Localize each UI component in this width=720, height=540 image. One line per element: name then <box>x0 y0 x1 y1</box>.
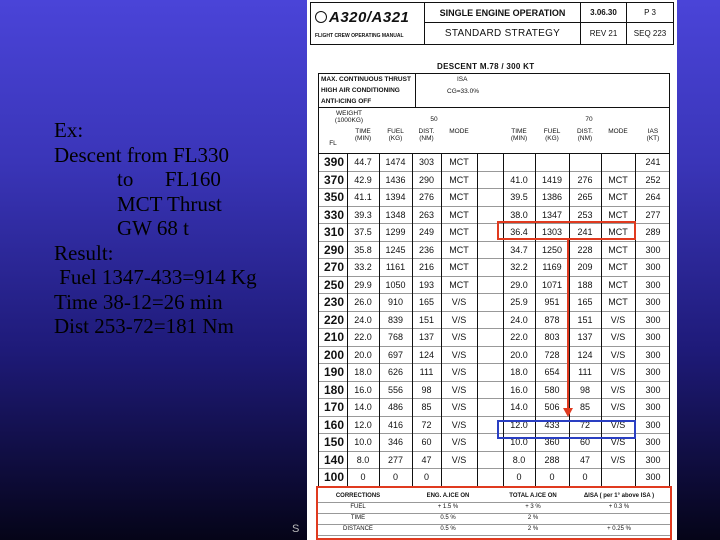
corrections-cell: 0.5 % <box>440 515 456 521</box>
table-row <box>319 277 669 295</box>
table-cell: V/S <box>451 437 467 447</box>
table-cell: 1436 <box>385 174 406 185</box>
table-cell: 1169 <box>542 262 562 272</box>
brand-cell <box>311 3 425 44</box>
table-cell: 137 <box>418 332 435 342</box>
table-cell: 300 <box>645 454 661 465</box>
table-cell: 39.5 <box>510 192 528 202</box>
grid-line <box>477 154 478 487</box>
ias-header: IAS (KT) <box>646 128 660 142</box>
table-cell: 29.9 <box>354 279 372 290</box>
table-cell: 22.0 <box>354 332 372 342</box>
table-cell: 216 <box>418 262 435 272</box>
table-cell: 60 <box>579 437 590 447</box>
table-row <box>319 224 669 242</box>
table-cell: V/S <box>610 384 626 395</box>
table-cell: 506 <box>544 402 560 412</box>
table-cell: MCT <box>449 227 469 237</box>
chapter-title: SINGLE ENGINE OPERATION <box>425 3 581 23</box>
table-cell: MCT <box>449 157 469 167</box>
table-cell: MCT <box>608 227 628 237</box>
table-row <box>319 329 669 347</box>
note-line: Time 38-12=26 min <box>54 289 223 314</box>
table-cell: 654 <box>544 367 560 377</box>
table-cell: V/S <box>451 367 467 377</box>
table-cell: 60 <box>421 437 432 447</box>
table-cell: 41.1 <box>354 192 372 202</box>
table-cell: 38.0 <box>510 209 528 220</box>
table-cell: 277 <box>645 209 661 220</box>
table-cell: 249 <box>418 227 435 237</box>
table-cell: V/S <box>610 332 626 342</box>
table-cell: 137 <box>577 332 593 342</box>
flight-level: 150 <box>323 435 345 449</box>
table-cell: MCT <box>449 279 469 290</box>
table-cell: 1161 <box>385 262 406 272</box>
corrections-row <box>318 524 670 536</box>
page-header <box>310 2 674 45</box>
corrections-cell: 2 % <box>527 515 539 521</box>
table-cell: 18.0 <box>354 367 372 377</box>
grid-line <box>535 154 536 487</box>
corrections-cell: 2 % <box>527 526 539 532</box>
table-row <box>319 399 669 417</box>
table-cell: 300 <box>645 349 661 360</box>
table-cell: 252 <box>645 174 661 185</box>
table-cell: 290 <box>418 174 435 185</box>
table-row <box>319 259 669 277</box>
table-cell: 1348 <box>385 209 406 220</box>
fl-header: FL <box>329 140 337 147</box>
corrections-cell: TOTAL A.ICE ON <box>509 493 557 499</box>
table-cell: 241 <box>645 157 661 167</box>
table-cell: 264 <box>645 192 661 202</box>
table-header <box>319 108 669 154</box>
table-cell: 228 <box>577 244 593 255</box>
column-header: TIME (MIN) <box>354 128 372 142</box>
table-cell: 18.0 <box>510 367 528 377</box>
table-cell: 1299 <box>385 227 406 237</box>
table-cell: V/S <box>610 419 626 430</box>
table-cell: 1071 <box>541 279 563 290</box>
table-cell: 276 <box>418 192 435 202</box>
table-cell: 910 <box>387 297 404 307</box>
table-cell: 1474 <box>385 157 406 167</box>
conditions <box>319 74 669 108</box>
brand-title: A320/A321 <box>329 9 410 26</box>
column-header: DIST. (NM) <box>418 128 435 142</box>
descent-table <box>318 73 670 488</box>
note-line: to FL160 <box>54 167 221 191</box>
table-cell: 300 <box>645 244 661 255</box>
table-row <box>319 242 669 260</box>
table-cell: MCT <box>449 244 469 255</box>
table-cell: 8.0 <box>356 454 370 465</box>
table-cell: 33.2 <box>354 262 372 272</box>
flight-level: 140 <box>323 452 345 467</box>
table-cell: 1419 <box>541 174 563 185</box>
table-cell: 556 <box>387 384 404 395</box>
table-row <box>319 469 669 487</box>
manual-name: FLIGHT CREW OPERATING MANUAL <box>315 33 404 39</box>
table-cell: 300 <box>645 262 661 272</box>
table-cell: MCT <box>449 174 469 185</box>
table-cell: MCT <box>608 297 628 307</box>
table-cell: V/S <box>610 437 626 447</box>
table-cell: 10.0 <box>354 437 372 447</box>
table-cell: 22.0 <box>510 332 528 342</box>
table-row <box>319 434 669 452</box>
table-cell: 98 <box>579 384 590 395</box>
table-cell: 14.0 <box>510 402 528 412</box>
table-cell: 486 <box>387 402 404 412</box>
table-cell: 42.9 <box>354 174 372 185</box>
column-header: FUEL (KG) <box>543 128 561 142</box>
table-cell: 300 <box>645 384 661 395</box>
flight-level: 370 <box>323 172 345 187</box>
flight-level: 290 <box>323 242 345 257</box>
table-cell: 416 <box>387 419 404 430</box>
table-cell: V/S <box>451 419 467 430</box>
table-cell: 1347 <box>541 209 563 220</box>
column-header: MODE <box>608 128 628 135</box>
corrections-cell: ENG. A.ICE ON <box>426 493 470 499</box>
condition-value: CG=33.0% <box>447 88 479 95</box>
table-cell: 12.0 <box>510 419 528 430</box>
table-cell: 188 <box>577 279 593 290</box>
weight-70-header: 70 <box>585 116 593 123</box>
table-cell: V/S <box>610 402 626 412</box>
table-cell: 85 <box>421 402 432 412</box>
table-cell: MCT <box>608 209 628 220</box>
table-cell: 20.0 <box>510 349 528 360</box>
table-cell: 10.0 <box>510 437 528 447</box>
table-cell: 37.5 <box>354 227 372 237</box>
table-cell: V/S <box>451 314 467 325</box>
table-cell: 41.0 <box>510 174 528 185</box>
table-row <box>319 189 669 207</box>
note-line: Dist 253-72=181 Nm <box>54 314 234 338</box>
table-cell: 300 <box>645 472 661 482</box>
table-cell: V/S <box>610 454 626 465</box>
corrections-cell: CORRECTIONS <box>335 493 381 499</box>
condition-label: HIGH AIR CONDITIONING <box>321 87 400 94</box>
descent-title: DESCENT M.78 / 300 KT <box>437 62 535 71</box>
airbus-logo-icon <box>315 11 327 23</box>
table-cell: 151 <box>418 314 435 325</box>
table-cell: 193 <box>418 279 435 290</box>
condition-value: ISA <box>457 76 468 83</box>
fcom-page <box>307 0 677 540</box>
table-cell: 24.0 <box>354 314 372 325</box>
table-cell: 300 <box>645 367 661 377</box>
table-cell: 265 <box>577 192 593 202</box>
table-row <box>319 294 669 312</box>
table-cell: 626 <box>387 367 404 377</box>
flight-level: 330 <box>323 207 345 222</box>
table-cell: 25.9 <box>510 297 528 307</box>
table-row <box>319 347 669 365</box>
corrections-cell: + 0.3 % <box>608 504 630 510</box>
table-cell: 124 <box>577 349 593 360</box>
table-row <box>319 312 669 330</box>
table-cell: 0 <box>549 472 555 482</box>
corrections-cell: + 0.25 % <box>607 526 631 532</box>
table-row <box>319 452 669 470</box>
grid-line <box>601 154 602 487</box>
table-cell: 253 <box>577 209 593 220</box>
table-cell: 29.0 <box>510 279 528 290</box>
weight-50-header: 50 <box>430 116 438 123</box>
flight-level: 160 <box>323 417 345 432</box>
table-cell: 878 <box>544 314 560 325</box>
table-cell: 0 <box>392 472 398 482</box>
table-cell: 72 <box>421 419 432 430</box>
table-cell: 0 <box>423 472 429 482</box>
table-cell: 768 <box>387 332 404 342</box>
corrections-cell: DISTANCE <box>343 526 373 532</box>
table-cell: 1250 <box>541 244 563 255</box>
table-cell: MCT <box>608 192 628 202</box>
flight-level: 180 <box>323 382 345 397</box>
table-cell: 697 <box>387 349 404 360</box>
table-cell: 300 <box>645 314 661 325</box>
table-cell: 300 <box>645 419 661 430</box>
table-cell: 39.3 <box>354 209 372 220</box>
grid-line <box>347 154 348 487</box>
grid-line <box>503 154 504 487</box>
table-cell: 0 <box>582 472 588 482</box>
table-cell: V/S <box>451 454 467 465</box>
flight-level: 390 <box>323 155 345 169</box>
arrow-down-icon <box>563 408 573 417</box>
table-cell: 1050 <box>385 279 406 290</box>
flight-level: 100 <box>323 470 345 484</box>
corrections-table <box>318 488 670 540</box>
table-cell: MCT <box>608 244 628 255</box>
table-cell: 209 <box>577 262 593 272</box>
flight-level: 200 <box>323 347 345 362</box>
table-cell: 165 <box>418 297 435 307</box>
table-cell: V/S <box>451 297 467 307</box>
table-cell: 14.0 <box>354 402 372 412</box>
flight-level: 270 <box>323 260 345 274</box>
table-cell: 0 <box>516 472 522 482</box>
table-cell: 300 <box>645 332 661 342</box>
table-cell: 276 <box>577 174 593 185</box>
note-line: GW 68 t <box>54 216 189 240</box>
table-cell: 1245 <box>385 244 406 255</box>
table-cell: 111 <box>578 367 592 377</box>
table-cell: 300 <box>645 437 661 447</box>
table-cell: 263 <box>418 209 435 220</box>
table-body <box>319 154 669 487</box>
sequence: SEQ 223 <box>633 29 667 38</box>
column-header: DIST. (NM) <box>577 128 593 142</box>
condition-label: MAX. CONTINUOUS THRUST <box>321 76 411 83</box>
table-row <box>319 154 669 172</box>
chapter-subtitle: STANDARD STRATEGY <box>425 23 581 44</box>
table-row <box>319 364 669 382</box>
grid-line <box>441 154 442 487</box>
flight-level: 310 <box>323 225 345 239</box>
revision: REV 21 <box>581 23 627 44</box>
table-cell: V/S <box>451 384 467 395</box>
table-cell: 0 <box>360 472 366 482</box>
table-cell: 24.0 <box>510 314 528 325</box>
table-cell: 124 <box>418 349 435 360</box>
table-cell: 728 <box>544 349 560 360</box>
table-cell: 111 <box>419 367 434 377</box>
table-cell: MCT <box>608 262 628 272</box>
flight-level: 190 <box>323 365 345 379</box>
table-cell: 951 <box>544 297 560 307</box>
table-cell: 839 <box>387 314 404 325</box>
table-cell: 236 <box>418 244 435 255</box>
table-cell: 47 <box>579 454 590 465</box>
footer-text: S <box>292 523 303 535</box>
table-cell: 288 <box>544 454 560 465</box>
table-cell: 1303 <box>541 227 563 237</box>
table-cell: 35.8 <box>354 244 372 255</box>
note-line: Descent from FL330 <box>54 142 229 167</box>
corrections-cell: FUEL <box>350 504 366 510</box>
table-cell: 16.0 <box>510 384 528 395</box>
table-cell: V/S <box>451 349 467 360</box>
grid-line <box>635 154 636 487</box>
table-cell: V/S <box>451 332 467 342</box>
table-row <box>319 207 669 225</box>
table-row <box>319 382 669 400</box>
corrections-cell: TIME <box>350 515 366 521</box>
corrections-cell: + 3 % <box>525 504 541 510</box>
table-cell: MCT <box>449 262 469 272</box>
note-line: Result: <box>54 240 114 265</box>
table-cell: V/S <box>451 402 467 412</box>
example-note <box>54 118 257 339</box>
table-cell: 32.2 <box>510 262 528 272</box>
table-cell: MCT <box>608 279 628 290</box>
table-cell: 34.7 <box>510 244 528 255</box>
table-cell: 26.0 <box>354 297 372 307</box>
table-cell: 44.7 <box>354 157 372 167</box>
table-cell: 12.0 <box>354 419 372 430</box>
column-header: TIME (MIN) <box>510 128 528 142</box>
section-number: 3.06.30 <box>581 3 627 23</box>
table-cell: 36.4 <box>510 227 528 237</box>
table-cell: 300 <box>645 402 661 412</box>
table-cell: 151 <box>577 314 593 325</box>
table-cell: 303 <box>418 157 435 167</box>
grid-line <box>569 154 570 487</box>
flight-level: 220 <box>323 312 345 327</box>
table-cell: 803 <box>544 332 560 342</box>
column-header: MODE <box>449 128 469 135</box>
table-cell: 72 <box>579 419 590 430</box>
flight-level: 210 <box>323 330 345 344</box>
table-cell: 241 <box>577 227 593 237</box>
table-cell: 165 <box>577 297 593 307</box>
grid-line <box>412 154 413 487</box>
table-cell: 300 <box>645 279 661 290</box>
flight-level: 250 <box>323 277 345 292</box>
flight-level: 230 <box>323 295 345 309</box>
table-cell: 300 <box>645 297 661 307</box>
table-cell: 47 <box>421 454 432 465</box>
table-cell: MCT <box>449 192 469 202</box>
flight-level: 350 <box>323 190 345 204</box>
page-number: P 3 <box>627 3 673 23</box>
corrections-cell: + 1.5 % <box>437 504 459 510</box>
weight-header: WEIGHT (1000KG) <box>334 110 364 124</box>
table-cell: V/S <box>610 314 626 325</box>
table-cell: MCT <box>608 174 628 185</box>
table-cell: 1386 <box>541 192 563 202</box>
arrow-line <box>567 240 569 410</box>
note-line: Fuel 1347-433=914 Kg <box>54 265 257 289</box>
table-cell: 98 <box>421 384 432 395</box>
table-cell: 360 <box>544 437 560 447</box>
table-cell: 8.0 <box>512 454 526 465</box>
table-cell: 16.0 <box>354 384 372 395</box>
grid-line <box>379 154 380 487</box>
table-cell: 289 <box>645 227 661 237</box>
table-cell: 277 <box>387 454 404 465</box>
note-line: Ex: <box>54 118 84 142</box>
column-header: FUEL (KG) <box>387 128 404 142</box>
table-cell: V/S <box>610 349 626 360</box>
corrections-cell: ΔISA ( per 1° above ISA ) <box>583 493 655 499</box>
table-cell: 346 <box>387 437 404 447</box>
table-cell: 580 <box>544 384 560 395</box>
note-line: MCT Thrust <box>54 191 222 216</box>
corrections-cell: 0.5 % <box>440 526 456 532</box>
table-cell: 85 <box>579 402 590 412</box>
table-cell: 20.0 <box>354 349 372 360</box>
flight-level: 170 <box>323 400 345 414</box>
condition-label: ANTI-ICING OFF <box>321 98 372 105</box>
table-row <box>319 172 669 190</box>
table-cell: 1394 <box>385 192 406 202</box>
table-cell: V/S <box>610 367 626 377</box>
table-cell: MCT <box>449 209 469 220</box>
table-cell: 433 <box>544 419 560 430</box>
table-row <box>319 417 669 435</box>
